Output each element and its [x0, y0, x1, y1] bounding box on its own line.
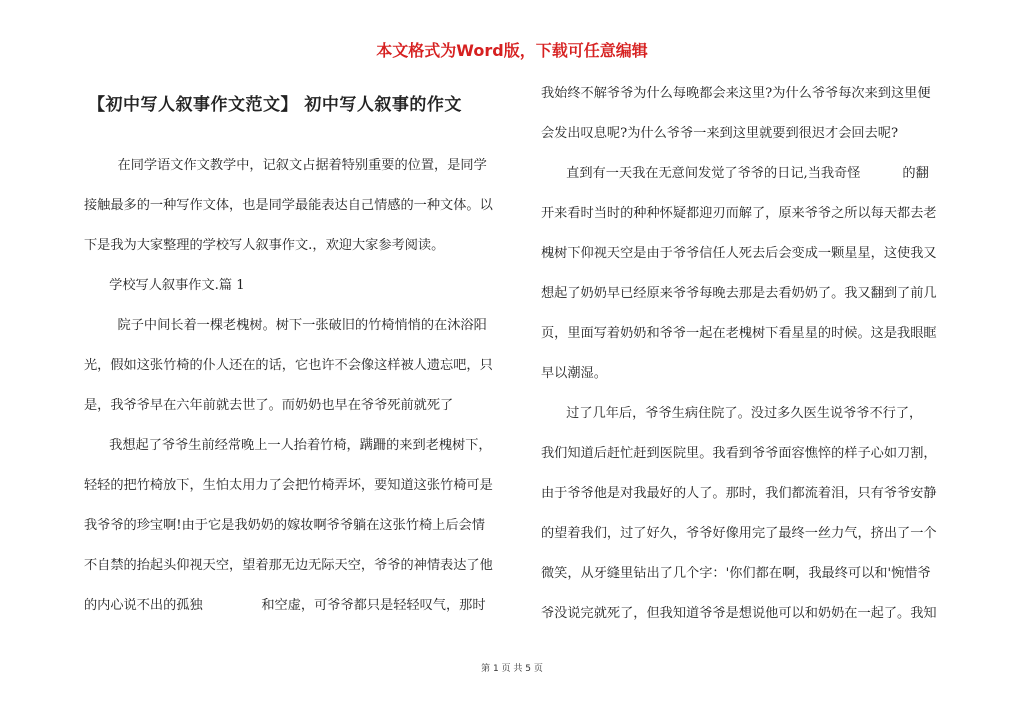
text-line: 爷没说完就死了，但我知道爷爷是想说他可以和奶奶在一起了。我知: [541, 606, 937, 621]
right-column: [541, 84, 955, 644]
text-line: 光，假如这张竹椅的仆人还在的话，它也许不会像这样被人遗忘吧，只: [84, 358, 493, 373]
right-text-body: [541, 84, 955, 644]
text-line: 我爷爷的珍宝啊!由于它是我奶奶的嫁妆啊爷爷躺在这张竹椅上后会情: [84, 518, 485, 533]
text-line: 页，里面写着奶奶和爷爷一起在老槐树下看星星的时候。这是我眼眶: [541, 326, 937, 341]
text-line: 的内心说不出的孤独 和空虚，可爷爷都只是轻轻叹气，那时: [84, 598, 486, 613]
left-text-body: [84, 116, 516, 636]
text-line: 微笑，从牙缝里钻出了几个字：'你们都在啊，我最终可以和'惋惜爷: [541, 566, 931, 581]
text-line: 院子中间长着一棵老槐树。树下一张破旧的竹椅悄悄的在沐浴阳: [84, 318, 487, 333]
text-line: 开来看时当时的种种怀疑都迎刃而解了，原来爷爷之所以每天都去老: [541, 206, 937, 221]
text-line: 我想起了爷爷生前经常晚上一人抬着竹椅，蹒跚的来到老槐树下，: [84, 438, 492, 453]
text-line: 过了几年后，爷爷生病住院了。没过多久医生说爷爷不行了，: [541, 406, 923, 421]
format-banner: 本文格式为Word版，下载可任意编辑: [376, 41, 648, 60]
text-line: 不自禁的抬起头仰视天空，望着那无边无际天空，爷爷的神情表达了他: [84, 558, 493, 573]
text-line: 槐树下仰视天空是由于爷爷信任人死去后会变成一颗星星，这使我又: [541, 246, 937, 261]
text-line: 是，我爷爷早在六年前就去世了。而奶奶也早在爷爷死前就死了: [84, 398, 454, 413]
text-line: 的望着我们，过了好久，爷爷好像用完了最终一丝力气，挤出了一个: [541, 526, 937, 541]
text-line: 接触最多的一种写作文体，也是同学最能表达自己情感的一种文体。以: [84, 198, 493, 213]
text-line: 会发出叹息呢?为什么爷爷一来到这里就要到很迟才会回去呢?: [541, 126, 899, 141]
document-title: 【初中写人叙事作文范文】 初中写人叙事的作文: [88, 95, 462, 115]
text-line: 早以潮湿。: [541, 366, 607, 381]
text-line: 我始终不解爷爷为什么每晚都会来这里?为什么爷爷每次来到这里便: [541, 86, 931, 101]
text-line: 下是我为大家整理的学校写人叙事作文.，欢迎大家参考阅读。: [84, 238, 445, 253]
text-line: 我们知道后赶忙赶到医院里。我看到爷爷面容憔悴的样子心如刀割，: [541, 446, 937, 461]
text-line: 直到有一天我在无意间发觉了爷爷的日记,当我奇怪 的翻: [541, 166, 929, 181]
text-line: 轻轻的把竹椅放下，生怕太用力了会把竹椅弄坏，要知道这张竹椅可是: [84, 478, 493, 493]
page-number: 第 1 页 共 5 页: [481, 664, 543, 674]
text-line: 在同学语文作文教学中，记叙文占据着特别重要的位置，是同学: [84, 158, 487, 173]
left-column: [84, 90, 516, 636]
section-heading: 学校写人叙事作文.篇 1: [84, 278, 245, 293]
text-line: 由于爷爷他是对我最好的人了。那时，我们都流着泪，只有爷爷安静: [541, 486, 937, 501]
text-line: 想起了奶奶早已经原来爷爷每晚去那是去看奶奶了。我又翻到了前几: [541, 286, 937, 301]
text-line: [84, 116, 516, 156]
